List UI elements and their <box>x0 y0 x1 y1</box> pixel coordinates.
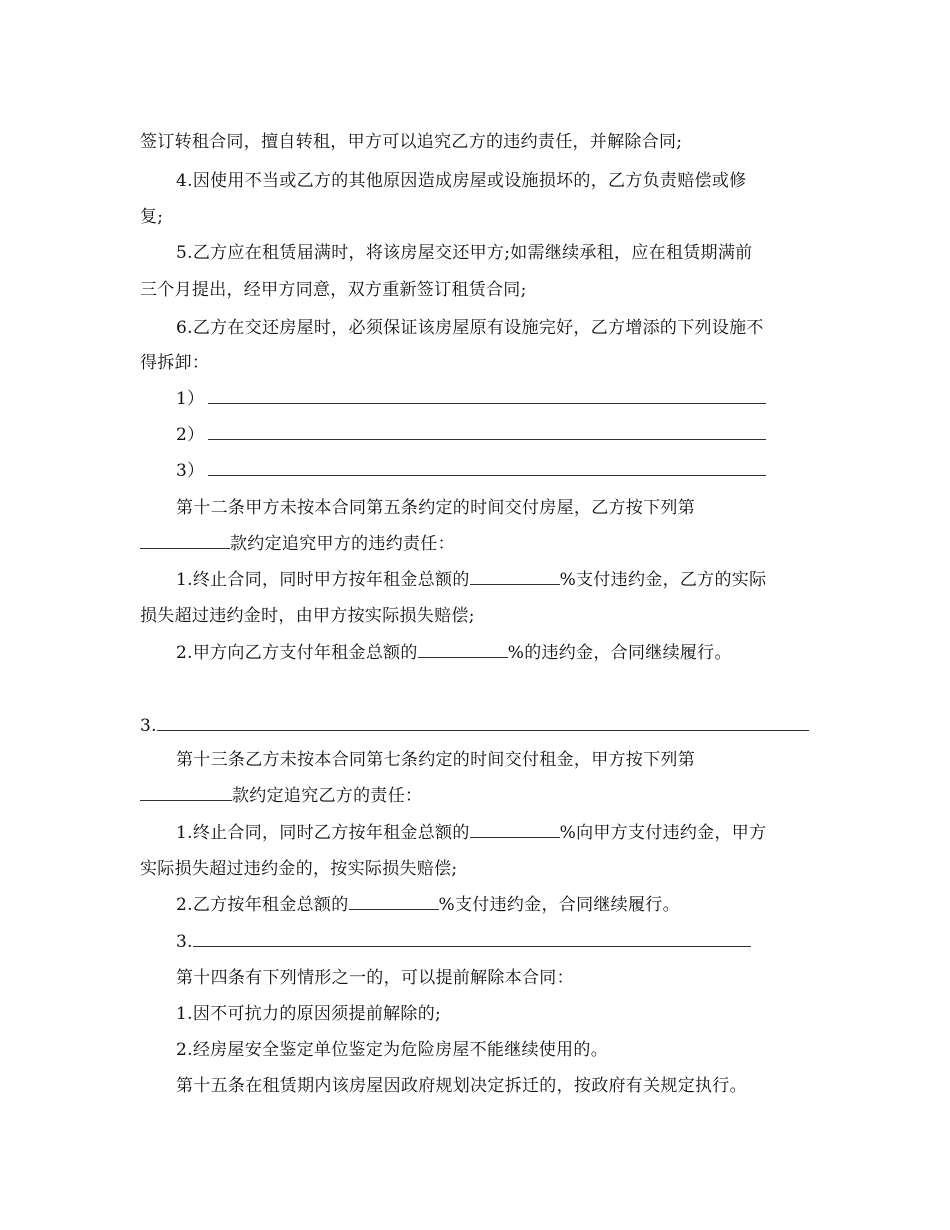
item-number: 3） <box>176 461 205 481</box>
text-line: 得拆卸： <box>140 353 210 373</box>
clause-text: %支付违约金，乙方的实际 <box>559 570 767 590</box>
facility-item-1 <box>176 389 766 409</box>
text-line: 三个月提出，经甲方同意，双方重新签订租赁合同; <box>140 280 527 300</box>
clause-text: 2.甲方向乙方支付年租金总额的 <box>176 643 418 663</box>
fill-in-blank <box>470 823 560 838</box>
fill-in-blank <box>140 534 230 549</box>
text-line: 4.因使用不当或乙方的其他原因造成房屋或设施损坏的，乙方负责赔偿或修 <box>176 171 747 191</box>
fill-in-blank <box>208 461 766 476</box>
fill-in-blank <box>208 389 766 404</box>
clause-text: %的违约金，合同继续履行。 <box>507 643 732 663</box>
text-line: 1.因不可抗力的原因须提前解除的; <box>176 1004 442 1024</box>
fill-in-blank <box>208 425 766 440</box>
text-line: 复; <box>140 207 164 227</box>
item-number: 1） <box>176 389 205 409</box>
text-line: 损失超过违约金时，由甲方按实际损失赔偿; <box>140 606 475 626</box>
text-line <box>176 823 766 843</box>
fill-in-blank <box>140 786 232 801</box>
fill-in-blank <box>157 716 809 731</box>
text-line: 5.乙方应在租赁届满时，将该房屋交还甲方;如需继续承租，应在租赁期满前 <box>176 243 753 263</box>
text-line <box>176 570 766 590</box>
text-line <box>140 534 455 554</box>
text-line: 6.乙方在交还房屋时，必须保证该房屋原有设施完好，乙方增添的下列设施不 <box>176 318 764 338</box>
clause-text: %支付违约金，合同继续履行。 <box>438 895 680 915</box>
text-line <box>176 895 680 915</box>
text-line <box>176 932 751 952</box>
facility-item-2 <box>176 425 766 445</box>
item-number: 3. <box>140 716 157 736</box>
item-number: 2） <box>176 425 205 445</box>
fill-in-blank <box>470 570 560 585</box>
item-number: 3. <box>176 932 193 952</box>
text-line <box>176 643 732 663</box>
fill-in-blank <box>349 895 439 910</box>
text-line: 第十五条在租赁期内该房屋因政府规划决定拆迁的，按政府有关规定执行。 <box>176 1076 747 1096</box>
fill-in-blank <box>193 932 751 947</box>
clause-text: 款约定追究乙方的责任： <box>232 786 423 806</box>
clause-text: 1.终止合同，同时乙方按年租金总额的 <box>176 823 470 843</box>
text-line: 实际损失超过违约金的，按实际损失赔偿; <box>140 859 458 879</box>
clause-text: 1.终止合同，同时甲方按年租金总额的 <box>176 570 470 590</box>
clause-text: %向甲方支付违约金，甲方 <box>559 823 767 843</box>
text-line: 2.经房屋安全鉴定单位鉴定为危险房屋不能继续使用的。 <box>176 1040 609 1060</box>
clause-text: 款约定追究甲方的违约责任： <box>230 534 455 554</box>
clause-text: 2.乙方按年租金总额的 <box>176 895 349 915</box>
text-line: 第十二条甲方未按本合同第五条约定的时间交付房屋，乙方按下列第 <box>176 498 695 518</box>
fill-in-blank <box>418 643 508 658</box>
text-line: 第十三条乙方未按本合同第七条约定的时间交付租金，甲方按下列第 <box>176 750 695 770</box>
text-line <box>140 716 809 736</box>
text-line <box>140 786 422 806</box>
text-line: 签订转租合同，擅自转租，甲方可以追究乙方的违约责任，并解除合同; <box>140 132 683 152</box>
text-line: 第十四条有下列情形之一的，可以提前解除本合同： <box>176 968 574 988</box>
facility-item-3 <box>176 461 766 481</box>
